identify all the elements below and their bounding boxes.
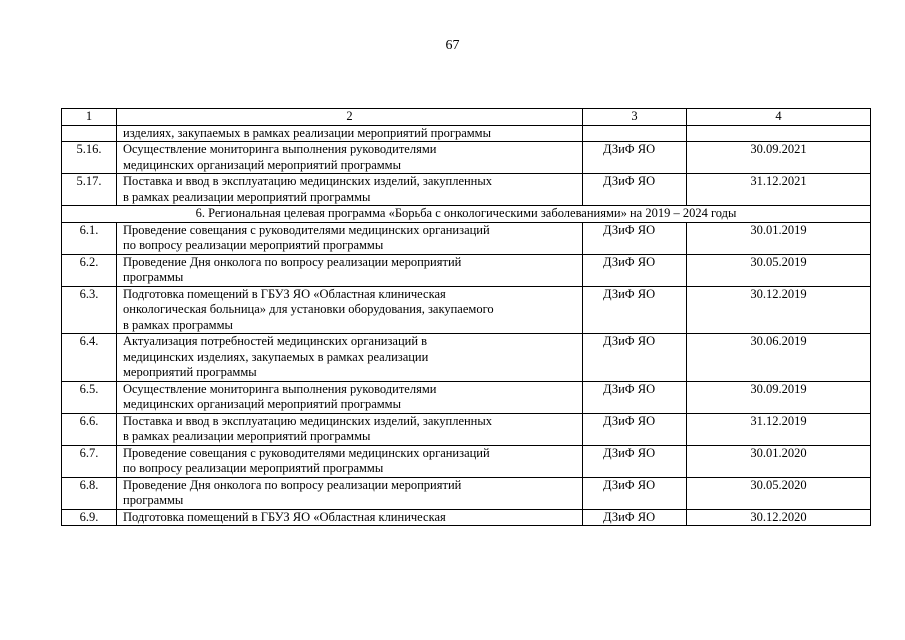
- row-description: [117, 477, 583, 509]
- description-line: в рамках реализации мероприятий программы: [123, 189, 371, 204]
- row-number: 6.6.: [62, 413, 117, 445]
- table-row: [62, 254, 871, 286]
- header-cell: 2: [117, 109, 583, 126]
- row-date: [687, 125, 871, 142]
- row-responsible: ДЗиФ ЯО: [583, 334, 687, 382]
- row-date: 30.09.2019: [687, 381, 871, 413]
- row-number: 5.17.: [62, 174, 117, 206]
- row-date: 31.12.2019: [687, 413, 871, 445]
- description-line: в рамках реализации мероприятий программы: [123, 429, 371, 443]
- table-row: [62, 445, 871, 477]
- section-title: 6. Региональная целевая программа «Борьба с онкологическими заболеваниями» на 2019 – 2024 годы: [62, 206, 871, 223]
- row-number: 6.1.: [62, 222, 117, 254]
- row-responsible: ДЗиФ ЯО: [583, 142, 687, 174]
- table-row: [62, 142, 871, 174]
- table-row: [62, 334, 871, 382]
- table-row: [62, 286, 871, 334]
- table-row: [62, 413, 871, 445]
- description-line: Проведение Дня онколога по вопросу реализации мероприятий: [123, 477, 462, 492]
- header-cell: 4: [687, 109, 871, 126]
- description-line: программы: [123, 493, 184, 507]
- description-line: Поставка и ввод в эксплуатацию медицинских изделий, закупленных: [123, 174, 493, 188]
- row-description: [117, 142, 583, 174]
- table-row: [62, 381, 871, 413]
- description-line: Подготовка помещений в ГБУЗ ЯО «Областная клиническая: [123, 509, 446, 524]
- row-description: [117, 286, 583, 334]
- description-line: по вопросу реализации мероприятий программы: [123, 461, 384, 475]
- description-line: Подготовка помещений в ГБУЗ ЯО «Областная клиническая: [123, 286, 446, 301]
- row-description: [117, 509, 583, 526]
- row-number: 6.8.: [62, 477, 117, 509]
- table-row: [62, 477, 871, 509]
- row-responsible: ДЗиФ ЯО: [583, 174, 687, 206]
- row-responsible: ДЗиФ ЯО: [583, 286, 687, 334]
- row-description: [117, 413, 583, 445]
- row-description: [117, 334, 583, 382]
- row-date: 30.05.2019: [687, 254, 871, 286]
- description-line: программы: [123, 270, 184, 284]
- header-cell: 3: [583, 109, 687, 126]
- description-line: онкологическая больница» для установки оборудования, закупаемого: [123, 302, 494, 316]
- description-line: Поставка и ввод в эксплуатацию медицинских изделий, закупленных: [123, 413, 493, 428]
- row-responsible: ДЗиФ ЯО: [583, 445, 687, 477]
- row-number: [62, 125, 117, 142]
- row-date: 30.09.2021: [687, 142, 871, 174]
- row-description: [117, 174, 583, 206]
- description-line: Осуществление мониторинга выполнения руководителями: [123, 381, 437, 396]
- table-row: [62, 174, 871, 206]
- row-responsible: ДЗиФ ЯО: [583, 413, 687, 445]
- row-date: 30.12.2019: [687, 286, 871, 334]
- description-line: медицинских изделиях, закупаемых в рамках реализации: [123, 349, 429, 364]
- header-cell: 1: [62, 109, 117, 126]
- row-responsible: ДЗиФ ЯО: [583, 381, 687, 413]
- row-responsible: ДЗиФ ЯО: [583, 222, 687, 254]
- table-header-row: [62, 109, 871, 126]
- row-number: 6.7.: [62, 445, 117, 477]
- row-description: [117, 254, 583, 286]
- description-line: Проведение совещания с руководителями медицинских организаций: [123, 222, 490, 237]
- description-line: мероприятий программы: [123, 365, 257, 379]
- page-number: 67: [445, 38, 460, 53]
- row-number: 6.9.: [62, 509, 117, 526]
- row-number: 6.3.: [62, 286, 117, 334]
- table-row: [62, 222, 871, 254]
- row-responsible: ДЗиФ ЯО: [583, 254, 687, 286]
- row-number: 6.2.: [62, 254, 117, 286]
- description-line: по вопросу реализации мероприятий программы: [123, 238, 384, 252]
- table-row: [62, 509, 871, 526]
- description-line: Актуализация потребностей медицинских организаций в: [123, 334, 428, 348]
- description-line: Проведение совещания с руководителями медицинских организаций: [123, 445, 490, 460]
- row-number: 6.5.: [62, 381, 117, 413]
- row-date: 30.06.2019: [687, 334, 871, 382]
- row-date: 30.12.2020: [687, 509, 871, 526]
- row-description: [117, 381, 583, 413]
- row-description: [117, 445, 583, 477]
- row-responsible: [583, 125, 687, 142]
- row-date: 30.05.2020: [687, 477, 871, 509]
- plan-table: [61, 108, 871, 526]
- row-number: 5.16.: [62, 142, 117, 174]
- row-number: 6.4.: [62, 334, 117, 382]
- description-line: Проведение Дня онколога по вопросу реализации мероприятий: [123, 254, 462, 269]
- description-line: в рамках программы: [123, 317, 233, 332]
- description-line: медицинских организаций мероприятий программы: [123, 157, 401, 172]
- row-date: 30.01.2019: [687, 222, 871, 254]
- row-responsible: ДЗиФ ЯО: [583, 509, 687, 526]
- row-description: изделиях, закупаемых в рамках реализации мероприятий программы: [117, 125, 583, 142]
- description-line: Осуществление мониторинга выполнения руководителями: [123, 142, 437, 156]
- section-row: [62, 206, 871, 223]
- row-description: [117, 222, 583, 254]
- description-line: медицинских организаций мероприятий программы: [123, 397, 401, 411]
- row-responsible: ДЗиФ ЯО: [583, 477, 687, 509]
- table-row: [62, 125, 871, 142]
- row-date: 30.01.2020: [687, 445, 871, 477]
- row-date: 31.12.2021: [687, 174, 871, 206]
